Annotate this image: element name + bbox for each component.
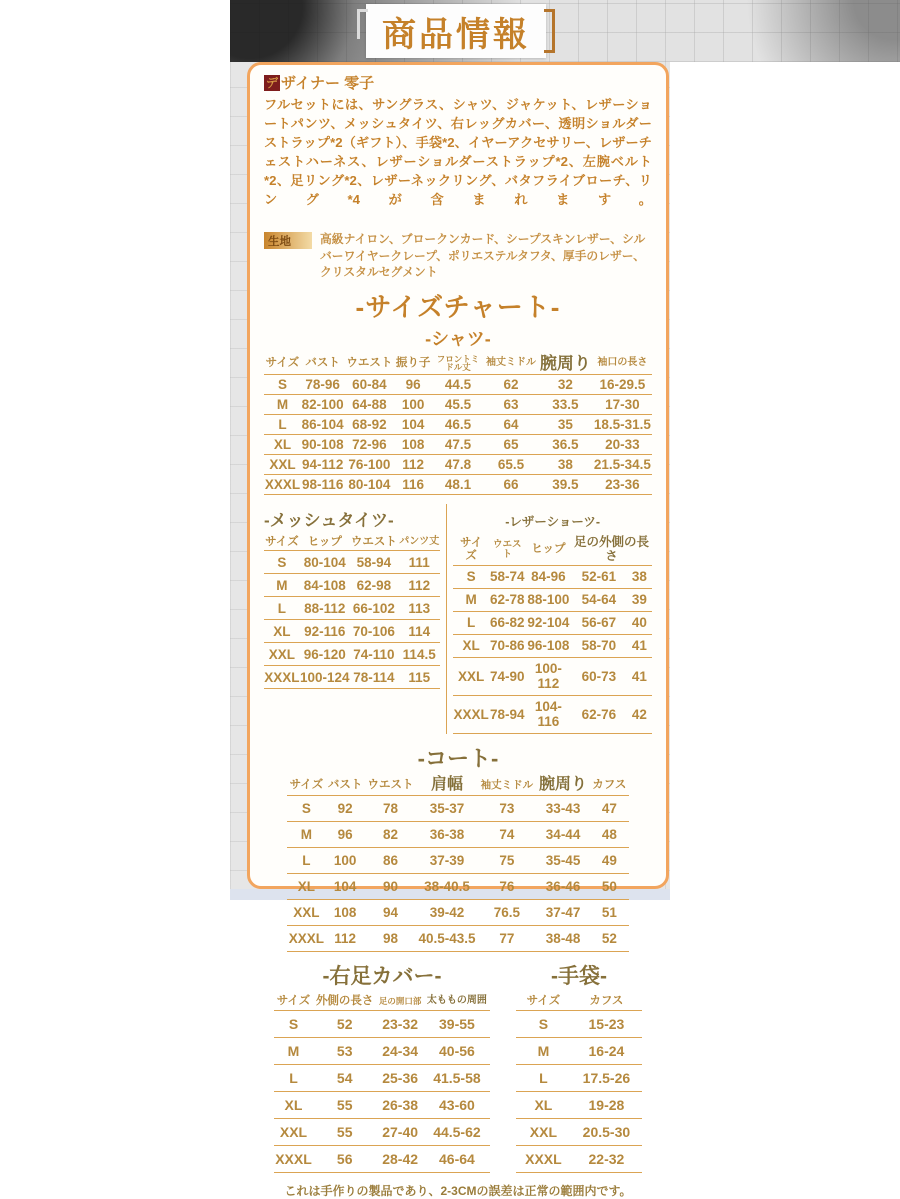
table-cell: 100-112 (526, 657, 571, 695)
table-cell: 24-34 (376, 1037, 423, 1064)
column-header: サイズ (264, 535, 300, 551)
table-cell: 39.5 (538, 475, 593, 495)
corner-bracket-top-right (544, 9, 555, 23)
column-header: サイズ (264, 354, 301, 375)
table-cell: 36-46 (536, 874, 590, 900)
table-cell: M (274, 1037, 313, 1064)
table-cell: 88-112 (300, 597, 350, 620)
table-cell: 36-38 (416, 822, 477, 848)
table-cell: 47.8 (432, 455, 484, 475)
table-cell: 38 (627, 565, 652, 588)
table-header-row (287, 776, 628, 796)
table-cell: 48.1 (432, 475, 484, 495)
table-cell: 44.5 (432, 375, 484, 395)
column-header: 足の開口部 (376, 994, 423, 1010)
table-cell: 17.5-26 (571, 1064, 642, 1091)
handmade-tolerance-note: これは手作りの製品であり、2-3CMの誤差は正常の範囲内です。 (284, 1183, 632, 1198)
table-cell: 58-70 (571, 634, 627, 657)
table-cell: 113 (398, 597, 440, 620)
table-cell: S (516, 1010, 571, 1037)
column-header: 腕周り (538, 354, 593, 375)
table-cell: M (453, 588, 489, 611)
table-cell: XXL (264, 455, 301, 475)
table-cell: 72-96 (344, 435, 394, 455)
size-table-shirt (264, 354, 652, 496)
coat-table-title: -コート- (417, 745, 499, 771)
table-row (453, 588, 652, 611)
table-cell: 60-84 (344, 375, 394, 395)
column-header: 腕周り (536, 776, 590, 796)
table-cell: 74-110 (350, 643, 398, 666)
table-cell: 58-74 (489, 565, 526, 588)
table-cell: 96 (394, 375, 432, 395)
table-row (453, 657, 652, 695)
table-cell: 114 (398, 620, 440, 643)
gloves-section (516, 960, 642, 1172)
table-cell: 48 (590, 822, 629, 848)
table-cell: S (287, 796, 325, 822)
table-cell: XXL (274, 1118, 313, 1145)
table-row (274, 1037, 490, 1064)
table-row (264, 574, 440, 597)
table-cell: 23-36 (593, 475, 652, 495)
column-header: フロントミドル丈 (432, 354, 484, 375)
table-cell: 41 (627, 657, 652, 695)
table-cell: XXXL (516, 1145, 571, 1172)
table-cell: 115 (398, 666, 440, 689)
table-cell: M (264, 574, 300, 597)
table-row (287, 822, 628, 848)
table-cell: 52 (590, 926, 629, 952)
table-row (274, 1010, 490, 1037)
table-row (264, 435, 652, 455)
table-cell: 84-96 (526, 565, 571, 588)
table-cell: 100-124 (300, 666, 350, 689)
column-header: 袖丈ミドル (478, 776, 537, 796)
table-row (274, 1091, 490, 1118)
table-cell: 55 (313, 1118, 376, 1145)
table-row (264, 415, 652, 435)
table-cell: XL (264, 435, 301, 455)
table-cell: 41.5-58 (424, 1064, 490, 1091)
table-cell: 23-32 (376, 1010, 423, 1037)
table-row (516, 1118, 642, 1145)
table-cell: 52-61 (571, 565, 627, 588)
table-cell: 63 (484, 395, 538, 415)
table-cell: 35-37 (416, 796, 477, 822)
table-header-row (516, 994, 642, 1010)
table-cell: 86-104 (301, 415, 345, 435)
table-cell: 62 (484, 375, 538, 395)
table-cell: 108 (394, 435, 432, 455)
table-cell: 70-86 (489, 634, 526, 657)
table-cell: XXXL (264, 666, 300, 689)
table-cell: 70-106 (350, 620, 398, 643)
table-cell: 111 (398, 551, 440, 574)
table-row (264, 551, 440, 574)
table-cell: 74-90 (489, 657, 526, 695)
table-row (264, 455, 652, 475)
leg-cover-title: -右足カバー- (322, 965, 442, 989)
size-table-mesh-tights (264, 535, 440, 689)
designer-badge: デ (265, 76, 278, 90)
table-cell: XXXL (453, 695, 489, 733)
table-row (453, 611, 652, 634)
table-cell: 22-32 (571, 1145, 642, 1172)
table-cell: 90 (365, 874, 417, 900)
table-cell: 35 (538, 415, 593, 435)
table-cell: 92 (326, 796, 365, 822)
column-header: パンツ丈 (398, 535, 440, 551)
table-cell: 38 (538, 455, 593, 475)
table-cell: 46.5 (432, 415, 484, 435)
table-cell: 90-108 (301, 435, 345, 455)
leg-cover-section (274, 960, 490, 1172)
column-header: 太ももの周囲 (424, 994, 490, 1010)
table-cell: 42 (627, 695, 652, 733)
table-cell: XXXL (264, 475, 301, 495)
table-cell: 46-64 (424, 1145, 490, 1172)
column-header: 袖口の長さ (593, 354, 652, 375)
table-cell: 78-94 (489, 695, 526, 733)
leather-shorts-section (446, 504, 652, 733)
table-cell: 73 (478, 796, 537, 822)
table-row (287, 848, 628, 874)
table-cell: 114.5 (398, 643, 440, 666)
column-header: サイズ (516, 994, 571, 1010)
table-cell: 104 (394, 415, 432, 435)
table-cell: 116 (394, 475, 432, 495)
table-cell: S (274, 1010, 313, 1037)
table-cell: 15-23 (571, 1010, 642, 1037)
table-cell: 77 (478, 926, 537, 952)
column-header: バスト (301, 354, 345, 375)
table-cell: 53 (313, 1037, 376, 1064)
column-header: ウエスト (344, 354, 394, 375)
table-row (287, 796, 628, 822)
table-cell: 66-82 (489, 611, 526, 634)
table-cell: 37-47 (536, 900, 590, 926)
table-cell: 100 (326, 848, 365, 874)
table-cell: 47.5 (432, 435, 484, 455)
table-row (287, 900, 628, 926)
table-cell: 33-43 (536, 796, 590, 822)
fabric-row (264, 231, 652, 281)
column-header: 袖丈ミドル (484, 354, 538, 375)
size-table-coat (287, 776, 628, 953)
table-cell: XXL (264, 643, 300, 666)
table-cell: 58-94 (350, 551, 398, 574)
table-row (453, 634, 652, 657)
table-cell: 39 (627, 588, 652, 611)
table-row (453, 695, 652, 733)
table-cell: 96-120 (300, 643, 350, 666)
corner-bracket-bottom-right (544, 23, 555, 53)
column-header: ウエスト (489, 535, 526, 565)
table-cell: 92-116 (300, 620, 350, 643)
table-cell: 76-100 (344, 455, 394, 475)
column-header: 外側の長さ (313, 994, 376, 1010)
table-row (264, 375, 652, 395)
corner-bracket-top-left (357, 9, 368, 39)
table-cell: 39-42 (416, 900, 477, 926)
gloves-title: -手袋- (551, 965, 607, 989)
table-cell: 33.5 (538, 395, 593, 415)
table-cell: 16-24 (571, 1037, 642, 1064)
table-cell: 76 (478, 874, 537, 900)
table-row (516, 1037, 642, 1064)
table-cell: XXL (516, 1118, 571, 1145)
table-cell: 94 (365, 900, 417, 926)
table-cell: 68-92 (344, 415, 394, 435)
table-cell: 40 (627, 611, 652, 634)
table-row (274, 1145, 490, 1172)
table-cell: L (264, 597, 300, 620)
table-cell: S (264, 551, 300, 574)
table-cell: XXL (453, 657, 489, 695)
table-cell: 104 (326, 874, 365, 900)
mesh-tights-section (264, 504, 446, 733)
table-cell: 82 (365, 822, 417, 848)
table-cell: XL (516, 1091, 571, 1118)
table-cell: 64-88 (344, 395, 394, 415)
table-header-row (264, 535, 440, 551)
table-cell: 62-78 (489, 588, 526, 611)
table-row (264, 666, 440, 689)
table-cell: 44.5-62 (424, 1118, 490, 1145)
table-cell: XXXL (287, 926, 325, 952)
table-cell: 100 (394, 395, 432, 415)
table-cell: 38-48 (536, 926, 590, 952)
table-cell: 78-96 (301, 375, 345, 395)
table-cell: 94-112 (301, 455, 345, 475)
table-cell: L (287, 848, 325, 874)
column-header: サイズ (453, 535, 489, 565)
table-cell: 26-38 (376, 1091, 423, 1118)
mid-section (264, 504, 652, 733)
table-row (516, 1064, 642, 1091)
table-cell: 32 (538, 375, 593, 395)
table-cell: 74 (478, 822, 537, 848)
full-set-description: フルセットには、サングラス、シャツ、ジャケット、レザーショートパンツ、メッシュタイツ、右レッグカバー、透明ショルダーストラップ*2（ギフト）、手袋*2、イヤーアクセサリー、レザーチェストハーネス、レザーショルダーストラップ*2、左腕ベルト*2、足リング*2、レザーネックリング、バタフライブローチ、リング*4が含まれます。 (264, 97, 652, 207)
table-cell: 36.5 (538, 435, 593, 455)
table-cell: M (516, 1037, 571, 1064)
table-cell: 112 (398, 574, 440, 597)
table-row (287, 926, 628, 952)
table-cell: 88-100 (526, 588, 571, 611)
leather-shorts-title: -レザーショーツ- (505, 515, 601, 530)
table-cell: 96 (326, 822, 365, 848)
column-header: ヒップ (300, 535, 350, 551)
table-cell: S (264, 375, 301, 395)
table-cell: 78-114 (350, 666, 398, 689)
column-header: カフス (571, 994, 642, 1010)
table-cell: 19-28 (571, 1091, 642, 1118)
table-cell: 51 (590, 900, 629, 926)
table-cell: XL (453, 634, 489, 657)
column-header: サイズ (287, 776, 325, 796)
table-cell: 56-67 (571, 611, 627, 634)
size-chart-title: -サイズチャート- (355, 291, 561, 322)
table-row (516, 1091, 642, 1118)
table-row (264, 643, 440, 666)
size-table-leg-cover (274, 994, 490, 1172)
table-cell: 112 (394, 455, 432, 475)
column-header: 足の外側の長さ (571, 535, 652, 565)
column-header: ウエスト (365, 776, 417, 796)
table-cell: 43-60 (424, 1091, 490, 1118)
table-header-row (264, 354, 652, 375)
table-row (453, 565, 652, 588)
table-row (274, 1118, 490, 1145)
top-grid-band (230, 0, 900, 62)
table-cell: 21.5-34.5 (593, 455, 652, 475)
table-cell: 56 (313, 1145, 376, 1172)
size-table-gloves (516, 994, 642, 1172)
fabric-text: 高級ナイロン、ブロークンカード、シープスキンレザー、シルバーワイヤークレープ、ポリエステルタフタ、厚手のレザー、クリスタルセグメント (320, 232, 646, 280)
bottom-section (264, 960, 652, 1172)
table-cell: 62-76 (571, 695, 627, 733)
table-cell: 50 (590, 874, 629, 900)
table-cell: 78 (365, 796, 417, 822)
table-cell: 37-39 (416, 848, 477, 874)
size-table-leather-shorts (453, 535, 652, 733)
table-row (516, 1145, 642, 1172)
table-row (264, 475, 652, 495)
table-cell: 35-45 (536, 848, 590, 874)
column-header: カフス (590, 776, 629, 796)
table-row (516, 1010, 642, 1037)
table-cell: 34-44 (536, 822, 590, 848)
table-cell: 96-108 (526, 634, 571, 657)
table-cell: 82-100 (301, 395, 345, 415)
designer-line (264, 72, 652, 93)
table-cell: 18.5-31.5 (593, 415, 652, 435)
column-header: 肩幅 (416, 776, 477, 796)
column-header: ウエスト (350, 535, 398, 551)
table-cell: 98 (365, 926, 417, 952)
table-cell: 54 (313, 1064, 376, 1091)
table-cell: XL (287, 874, 325, 900)
table-cell: 39-55 (424, 1010, 490, 1037)
table-cell: 20.5-30 (571, 1118, 642, 1145)
table-cell: M (287, 822, 325, 848)
table-cell: 104-116 (526, 695, 571, 733)
product-info-card (247, 62, 669, 1198)
column-header: バスト (326, 776, 365, 796)
table-cell: 108 (326, 900, 365, 926)
table-cell: 40-56 (424, 1037, 490, 1064)
table-cell: L (264, 415, 301, 435)
table-cell: L (274, 1064, 313, 1091)
table-cell: 40.5-43.5 (416, 926, 477, 952)
page-title: 商品情報 (382, 15, 530, 54)
table-cell: 98-116 (301, 475, 345, 495)
table-cell: 92-104 (526, 611, 571, 634)
column-header: 振り子 (394, 354, 432, 375)
mesh-tights-title: -メッシュタイツ- (264, 511, 394, 531)
table-cell: 17-30 (593, 395, 652, 415)
table-header-row (453, 535, 652, 565)
table-cell: 38-40.5 (416, 874, 477, 900)
table-cell: 76.5 (478, 900, 537, 926)
table-cell: 66-102 (350, 597, 398, 620)
table-cell: 47 (590, 796, 629, 822)
table-cell: 80-104 (344, 475, 394, 495)
table-cell: L (453, 611, 489, 634)
table-cell: 62-98 (350, 574, 398, 597)
table-cell: 84-108 (300, 574, 350, 597)
page-title-plate (366, 4, 546, 58)
table-cell: 52 (313, 1010, 376, 1037)
table-cell: 25-36 (376, 1064, 423, 1091)
table-cell: 80-104 (300, 551, 350, 574)
table-row (274, 1064, 490, 1091)
table-cell: XXXL (274, 1145, 313, 1172)
table-cell: 54-64 (571, 588, 627, 611)
table-header-row (274, 994, 490, 1010)
table-cell: 65 (484, 435, 538, 455)
table-cell: XXL (287, 900, 325, 926)
table-cell: 86 (365, 848, 417, 874)
table-cell: 45.5 (432, 395, 484, 415)
table-row (264, 620, 440, 643)
table-row (264, 395, 652, 415)
column-header: ヒップ (526, 535, 571, 565)
table-cell: 49 (590, 848, 629, 874)
table-cell: 66 (484, 475, 538, 495)
table-cell: XL (264, 620, 300, 643)
table-cell: S (453, 565, 489, 588)
table-cell: 28-42 (376, 1145, 423, 1172)
table-cell: 27-40 (376, 1118, 423, 1145)
table-cell: 55 (313, 1091, 376, 1118)
table-row (264, 597, 440, 620)
table-cell: 16-29.5 (593, 375, 652, 395)
designer-name: ザイナー 零子 (281, 75, 375, 92)
column-header: サイズ (274, 994, 313, 1010)
table-cell: 64 (484, 415, 538, 435)
table-cell: 65.5 (484, 455, 538, 475)
fabric-label: 生地 (264, 232, 312, 249)
shirt-table-title: -シャツ- (425, 328, 491, 349)
table-cell: 41 (627, 634, 652, 657)
table-cell: M (264, 395, 301, 415)
table-cell: 60-73 (571, 657, 627, 695)
table-row (287, 874, 628, 900)
table-cell: XL (274, 1091, 313, 1118)
table-cell: 112 (326, 926, 365, 952)
table-cell: 75 (478, 848, 537, 874)
table-cell: L (516, 1064, 571, 1091)
table-cell: 20-33 (593, 435, 652, 455)
